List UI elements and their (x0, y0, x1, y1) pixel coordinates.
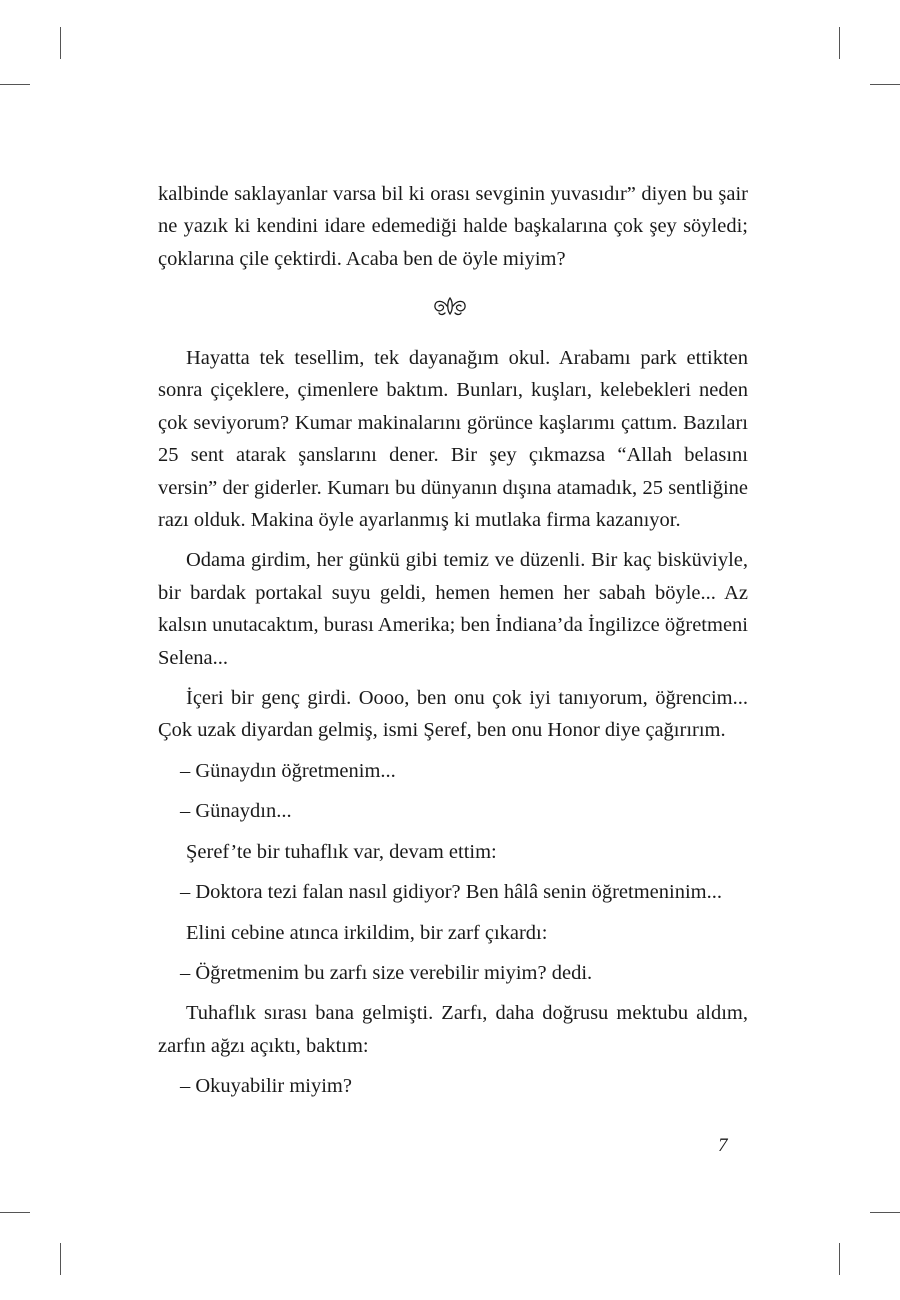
opening-paragraph: kalbinde saklayanlar varsa bil ki orası sevginin yuvasıdır” diyen bu şair ne yazık ki kendini idare edemediği halde başkalarına çok şey söyledi; çoklarına çile çektirdi. Acaba ben de öyle miyim? (158, 183, 748, 270)
paragraph-1: Hayatta tek tesellim, tek dayanağım okul. Arabamı park ettikten sonra çiçeklere, çimenlere baktım. Bunları, kuşları, kelebekleri neden çok seviyorum? Kumar makinalarını görünce kaşlarımı çattım. Bazıları 25 sent atarak şanslarını dener. Bir şey çıkmazsa “Allah belasını versin” der giderler. Kumarı bu dünyanın dışına atamadık, 25 sentliğine razı olduk. Makina öyle ayarlanmış ki mutlaka firma kazanıyor. (158, 347, 748, 532)
paragraph-2: Odama girdim, her günkü gibi temiz ve düzenli. Bir kaç bisküviyle, bir bardak portakal suyu geldi, hemen hemen her sabah böyle... Az kalsın unutacaktım, burası Amerika; ben İndiana’da İngilizce öğretmeni Selena... (158, 549, 748, 669)
page-number: 7 (718, 1135, 728, 1156)
dialog-line-5: – Okuyabilir miyim? (180, 1075, 352, 1098)
crop-mark-bottom-right-horizontal (870, 1212, 900, 1213)
floral-fleuron-icon (430, 294, 470, 318)
crop-mark-top-right-vertical (839, 27, 840, 59)
crop-mark-bottom-left-horizontal (0, 1212, 30, 1213)
narration-line-1: Şeref’te bir tuhaflık var, devam ettim: (186, 840, 497, 863)
paragraph-4: Tuhaflık sırası bana gelmişti. Zarfı, daha doğrusu mektubu aldım, zarfın ağzı açıktı, baktım: (158, 1002, 748, 1057)
paragraph-3: İçeri bir genç girdi. Oooo, ben onu çok iyi tanıyorum, öğrencim... Çok uzak diyardan gelmiş, ismi Şeref, ben onu Honor diye çağırırım. (158, 687, 748, 742)
crop-mark-top-left-vertical (60, 27, 61, 59)
crop-mark-bottom-right-vertical (839, 1243, 840, 1275)
body-text-block (158, 342, 748, 1103)
crop-mark-top-right-horizontal (870, 84, 900, 85)
crop-mark-bottom-left-vertical (60, 1243, 61, 1275)
dialog-line-3: – Doktora tezi falan nasıl gidiyor? Ben hâlâ senin öğretmeninim... (180, 881, 722, 904)
dialog-line-2: – Günaydın... (180, 800, 292, 823)
narration-line-2: Elini cebine atınca irkildim, bir zarf çıkardı: (186, 921, 548, 944)
opening-text-block (158, 178, 748, 275)
section-ornament (0, 291, 900, 321)
dialog-line-1: – Günaydın öğretmenim... (180, 759, 396, 782)
crop-mark-top-left-horizontal (0, 84, 30, 85)
dialog-line-4: – Öğretmenim bu zarfı size verebilir miyim? dedi. (180, 961, 593, 984)
